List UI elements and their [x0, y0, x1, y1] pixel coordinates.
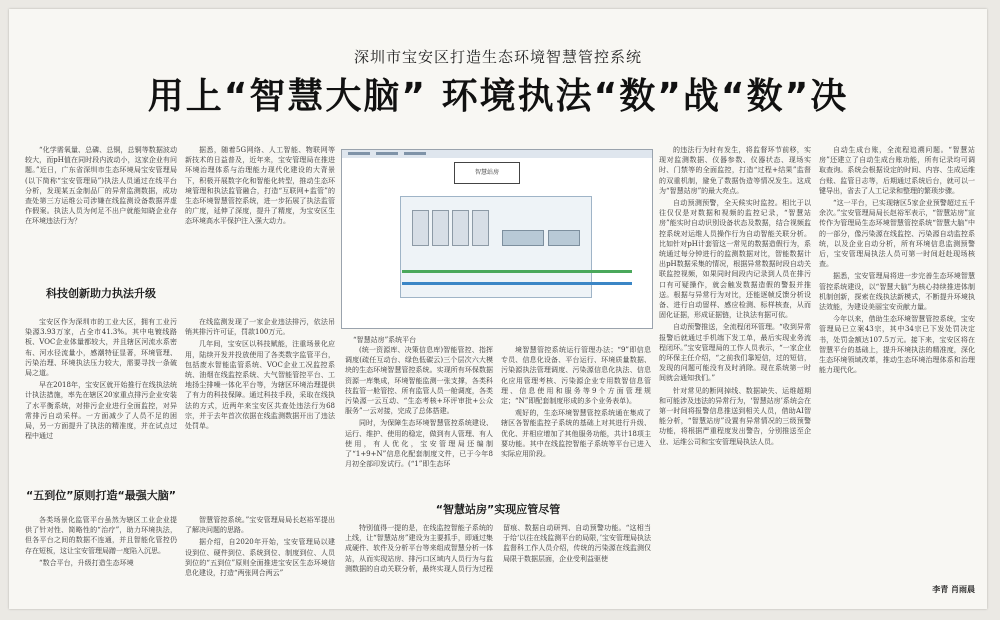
paragraph: (统一资源库、决策信息库)智能管控、指挥调度(疏任互动台、绿色低碳云)三个层次六大模块的生态环境智慧管控系统。实现所有环保数据资源一库集成，环境智能监测一张支撑，各类科技监管一舱管控、所有监管人员一舱调度，各类污染源一云互动、“生态考核+环评审批+公众服务”一云对接，完成了总体搭建。 — [345, 346, 493, 416]
equipment-cabinet — [432, 210, 449, 246]
paragraph: 据悉，宝安管理局将进一步完善生态环境智慧管控系统建设，以“智慧大脑”为核心持续推进体制机制创新，探索在线执法新模式，不断提升环境执法效能，为建设美丽宝安贡献力量。 — [819, 272, 975, 312]
column-3-top — [345, 345, 493, 475]
system-platform-figure — [341, 149, 653, 329]
column-3-4-bottom — [345, 523, 651, 603]
column-2-mid — [185, 317, 335, 477]
green-pipe — [402, 282, 632, 285]
column-1-sec2 — [25, 515, 177, 601]
figure-caption: “智慧站房”系统平台 — [353, 336, 417, 344]
newspaper-page — [9, 9, 987, 609]
paragraph: 据介绍，自2020年开始，宝安管理局以建设到位、硬件到位、系统到位、制度到位、人员到位的“五到位”原则全面推进宝安区生态环境信息化建设，打造“两张网合两云” — [185, 538, 335, 578]
paragraph: 针对常见的断网掉线、数据缺失、运维超期和可能涉及违法的异常行为，‘智慧站房’系统会在第一时间将报警信息推送到相关人员，借助AI智能分析，“智慧站房”设置有异常情况的三级预警功能，将根据严重程度发出警告，分别推送至企业、运维公司和宝安管理局执法人员。 — [659, 386, 811, 446]
paragraph: 几年间，宝安区以科技赋能，注重场景化应用，陆续开发并投放使用了各类数字监管平台，包括废水智能监管系统、VOC企业工况监控系统、油烟在线监控系统、大气智能管控平台、工地扬尘排噪一体化平台等，为辖区环境治理提供了有力的科技保障。通过科技手段，采取在线执法的方式，近两年来宝安区共查处违法行为68宗，并于去年首次依据在线监测数据开出了违法处罚单。 — [185, 340, 335, 431]
paragraph: 智慧管控系统。”宝安管理局局长赵裕军提出了解决问题的思路。 — [185, 516, 335, 535]
paragraph: 自动预测预警，全天候实时监控。相比于以往仅仅是对数据和视频的监控记录，“智慧站房”能实时自动识别设备状态及数据，结合视频监控系统对运维人员操作行为自动智能关联分析。比如针对pH计套管这一常见的数据造假行为，系统通过每分钟进行的监测数据对比，智能数据计出pH数据采集的情况，根据异常数据时段自动关联监控视频，如果同时间段内记录到人员在排污口有可疑操作，就会触发数据造假的警报并推送。根据与异常行为对比，还能逐帧反馈分析设备、进行自动留样、感应检测、标样核查，从而固化证据，形成证据链，让执法有据可依。 — [659, 199, 811, 320]
paragraph: 的违法行为时有发生，将监督环节前移，实现对监测数据、仪器参数、仪器状态、现场实时、门禁等的全面监控，打造“过程+结果”监督的双重机制，避免了数据伪造等情况发生。这成为“智慧站房”的最大亮点。 — [659, 146, 811, 195]
paragraph: 自动生成台账，全流程追溯问题。“智慧站房”还建立了自动生成台账功能，所有记录均可调取查询。系统会根据设定的时间、内容、生成运维台账、监管日志等，后期通过系统后台，就可以一键导出，省去了人工记录和整理的繁琐步骤。 — [819, 146, 975, 195]
sampling-tank — [502, 230, 544, 246]
green-pipe — [402, 270, 632, 273]
paragraph: 在线监测发现了一家企业违法排污，依法吊销其排污许可证，罚款100万元。 — [185, 318, 335, 337]
figure-toolbar — [342, 150, 652, 158]
column-4-top — [501, 345, 651, 475]
paragraph: “化学需氧量、总磷、总铜，总铜等数据波动较大，而pH值在同时段内波动小，这家企业有问题。”近日，广东省深圳市生态环境局宝安管理局(以下简称“宝安管理局”)执法人员通过在线平台分析，发现某五金制品厂的异常监测数据，成功查处第三方运维公司涉嫌在线监测设备数据弄虚作假案。执法人员为何足不出户就能知晓企业存在环境违法行为？ — [25, 146, 177, 226]
paragraph: 各类场景化监管平台虽然为辖区工业企业提供了针对性、简略性的“治疗”，助力环境执法，但各平台之间的数据不连通，并且智能化管控仍存在短板，这让宝安管理局蹭一度陷入沉思。 — [25, 516, 177, 555]
section-heading-five-principles: “五到位”原则打造“最强大脑” — [26, 489, 176, 502]
paragraph: “数合平台，升级打造生态环境 — [39, 558, 134, 567]
equipment-cabinet — [412, 210, 429, 246]
paragraph: “这一平台，已实现辖区5家企业预警超过五千余次。”宝安管理局局长赵裕军表示，“智慧站房”宣传作为管理局生态环境智慧管控系统“智慧大脑”中的一部分，像污染源在线监控、污染源自动监控系统，以及企业自动分析，所有环境信息监测预警后，宝安管理局执法人员可第一时间赶赴现场核查。 — [819, 199, 975, 269]
paragraph: 据悉，随着5G网络、人工智能、物联网等新技术的日益普及，近年来，宝安管理局在推进环境治理体系与治理能力现代化建设的大背景下，积极开展数字化和智能化转型，推动生态环境管理和执法监管融合，打造“互联网+监管”的生态环境智慧管控系统，进一步拓展了执法监管的广度，延伸了深度，提升了精度，为宝安区生态环境高水平保护注入强大动力。 — [185, 146, 335, 226]
sampling-tank — [548, 230, 580, 246]
paragraph: 早在2018年，宝安区就开始推行在线执法统计执法措施，率先在辖区20家重点排污企业安装了水平衡系统，对排污企业进行全面监控，对异常排污自动采样。一方面减少了人员不足的困局，另一方面提升了执法的精准度，并在试点过程中通过 — [25, 381, 177, 441]
section-heading-smart-station: “智慧站房”实现应管尽管 — [435, 503, 561, 516]
column-6 — [819, 145, 975, 575]
paragraph: 特别值得一提的是，在线监控智能子系统的上线，让“智慧站房”建设为主要抓手，即通过集成硬件、软件及分析平台等来组成智慧分析一体站，从而实现站房、排污口区域内人员行为与监测数据的自动关联分析，最终实现人员行为过程留痕、数据自动研判、自动预警功能。“这相当于给‘以往在线监测平台的局限，’宝安管理局执法监督科工作人员介绍，传统的污染源在线监测仅局限于数据层面，企业受利益驱使 — [345, 524, 651, 573]
author-byline: 李青 肖雨晨 — [932, 585, 975, 594]
figure-tab — [348, 152, 370, 155]
column-5 — [659, 145, 811, 601]
paragraph: 境智慧管控系统运行管理办法；“9”即信息专员、信息化设备、平台运行、环境质量数据、污染源执法管理调度、污染源信息化执法、信息化应用管理考核、污染源企业专用数智信息管理、信息使用和服务等9个方面管理规定；“N”即配套制度形成的多个业务表单)。 — [501, 346, 651, 406]
column-2-top — [185, 145, 335, 269]
paragraph: 宝安区作为深圳市的工业大区，拥有工业污染源3.93万家，占全市41.3%。其中电镀线路板、VOC企业体量都较大，并且辖区河流水系密布、河水径流量小，感潮特征显著，环境管理、污染治理、环境执法压力较大，需要寻找一条破局之道。 — [25, 318, 177, 378]
figure-tab — [376, 152, 398, 155]
section-heading-tech: 科技创新助力执法升级 — [46, 287, 156, 300]
article-headline: 用上“智慧大脑” 环境执法“数”战“数”决 — [147, 76, 849, 117]
paragraph: 今年以来，借助生态环境智慧管控系统，宝安管理局已立案43宗，其中34宗已下发处罚决定书，处罚金额达107.5万元。接下来，宝安区将在智慧平台的基础上，提升环境执法的精准度，深化生态环境领域改革，推动生态环境治理体系和治理能力现代化。 — [819, 315, 975, 375]
paragraph: 自动预警推送，全流程闭环管理。“收到异常报警后就通过手机端下发工单，最后实现业务流程闭环。”宝安管理局的工作人员表示，“一家企业的环保主任介绍，“之前我们靠短信，过的短信，发现的问题可能没有及时消除。现在系统第一时间就会通知我们。” — [659, 323, 811, 383]
column-1-sec1 — [25, 317, 177, 467]
column-1-intro — [25, 145, 177, 269]
figure-tab — [404, 152, 426, 155]
article-subtitle: 深圳市宝安区打造生态环境智慧管控系统 — [353, 48, 642, 66]
figure-screen-label: 智慧站房 — [454, 162, 520, 184]
paragraph: 同时，为保障生态环境智慧管控系统建设、运行、维护、使用的稳定，做到有人管理、有人使用，有人优化，宝安管理局还编制了“1+9+N”信息化配套制度文件，已于今年8月初全部印发试行。(“1”即生态环 — [345, 419, 493, 469]
equipment-cabinet — [472, 210, 489, 246]
column-2-bottom — [185, 515, 335, 601]
equipment-cabinet — [452, 210, 469, 246]
paragraph: 观好的，生态环境智慧管控系统通在集成了辖区各智能监控子系统的基础上对其进行升级、优化、并相应增加了其他服务功能，共计18项主要功能。其中在线监控智能子系统等平台已进入实际应用阶段。 — [501, 409, 651, 459]
